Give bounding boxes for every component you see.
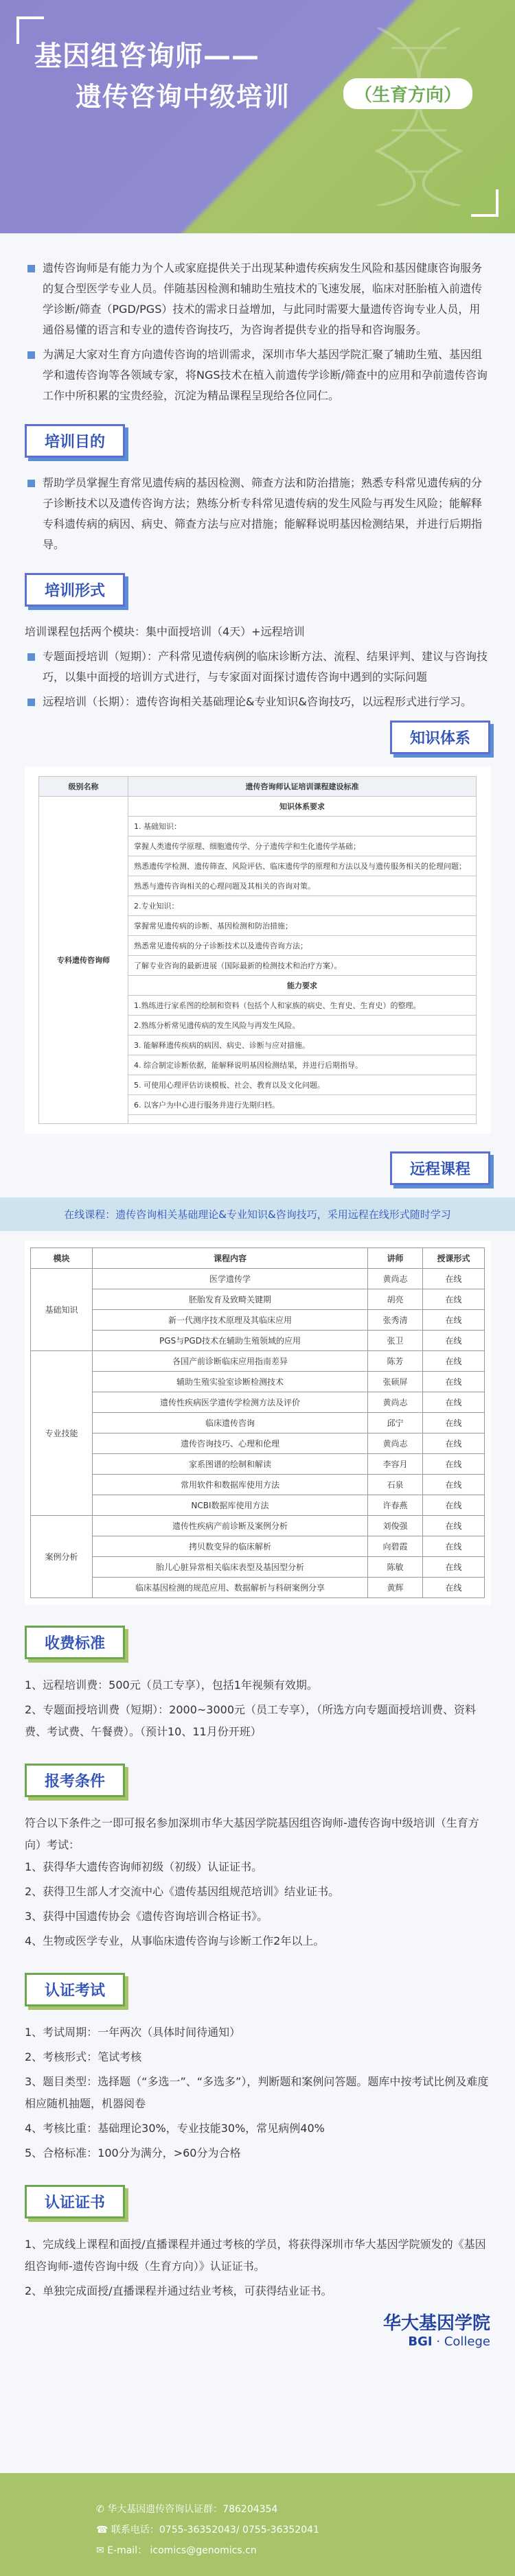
footer-wechat [96,2499,319,2520]
course-format: 在线 [423,1475,485,1495]
brand-logo [25,2309,490,2349]
sub-heading: 能力要求 [128,976,477,996]
course-format: 在线 [423,1516,485,1536]
section-tag-knowledge: 知识体系 [390,721,490,754]
course-lecturer: 黄辉 [368,1578,423,1598]
wechat-icon: ✆ [96,2504,108,2515]
course-format: 在线 [423,1392,485,1413]
footer-email [96,2540,319,2561]
course-title: 临床遗传咨询 [93,1413,368,1433]
table-row: 1.熟练进行家系图的绘制和资料（包括个人和家族的病史、生育史、生育史）的整理。 [128,996,477,1016]
corner-decoration [471,189,499,217]
table-header: 级别名称 [39,777,128,797]
table-row: 熟悉遗传学检测、遗传筛查、风险评估、临床遗传学的原理和方法以及与遗传服务相关的伦理问题； [128,856,477,876]
course-format: 在线 [423,1433,485,1454]
exam-item: 2、考核形式：笔试考核 [25,2050,142,2063]
course-lecturer: 张硕屏 [368,1372,423,1392]
exam-item: 4、考核比重：基础理论30%，专业技能30%，常见病例40% [25,2122,325,2135]
course-lecturer: 黄尚志 [368,1433,423,1454]
course-lecturer: 石泉 [368,1475,423,1495]
table-row [128,1115,477,1124]
course-lecturer: 黄尚志 [368,1269,423,1289]
fee-item: 1、远程培训费：500元（员工专享），包括1年视频有效期。 [25,1678,318,1691]
hero-subtitle: 遗传咨询中级培训 [76,82,290,112]
cert-item: 1、完成线上课程和面授/直播课程并通过考核的学员，将获得深圳市华大基因学院颁发的《基因组咨询师-遗传咨询中级（生育方向）》认证证书。 [25,2238,486,2273]
section-tag-fees: 收费标准 [25,1626,125,1659]
table-header: 课程内容 [93,1248,368,1269]
table-header: 模块 [31,1248,93,1269]
footer-phone [96,2520,319,2540]
course-format: 在线 [423,1536,485,1557]
table-row: 1. 基础知识： [128,817,477,836]
hero-title: 基因组咨询师—— [34,40,260,72]
exam-item: 1、考试周期：一年两次（具体时间待通知） [25,2026,241,2039]
table-row: 掌握常见遗传病的诊断、基因检测和防治措施； [128,916,477,936]
phone-icon: ☎ [96,2525,111,2536]
course-format: 在线 [423,1413,485,1433]
course-format: 在线 [423,1578,485,1598]
course-format: 在线 [423,1310,485,1331]
knowledge-table-card [25,766,490,1134]
course-title: 辅助生殖实验室诊断检测技术 [93,1372,368,1392]
table-row: 了解专业咨询的最新进展（国际最新的检测技术和治疗方案）。 [128,956,477,976]
course-format: 在线 [423,1289,485,1310]
course-lecturer: 许春燕 [368,1495,423,1516]
cert-section [0,2185,515,2349]
course-format: 在线 [423,1557,485,1578]
exam-section [0,1973,515,2164]
course-title: 常用软件和数据库使用方法 [93,1475,368,1495]
exam-item: 5、合格标准：100分为满分，>60分为合格 [25,2146,241,2159]
goal-paragraph: 帮助学员掌握生育常见遗传病的基因检测、筛查方法和防治措施；熟悉专科常见遗传病的分子诊断技术以及遗传咨询方法；熟练分析专科常见遗传病的发生风险与再发生风险；能解释专科遗传病的病因、病史、筛查方法与应对措施；能解释说明基因检测结果，并进行后期指导。 [25,473,490,555]
goals-section [0,424,515,555]
table-row: 3. 能解释遗传疾病的病因、病史、诊断与应对措施。 [128,1035,477,1055]
course-title: 家系图谱的绘制和解读 [93,1454,368,1475]
table-header: 遗传咨询师认证培训课程建设标准 [128,777,477,797]
course-format: 在线 [423,1351,485,1372]
course-lecturer: 胡亮 [368,1289,423,1310]
dna-helix-icon [350,27,488,206]
intro-section [0,258,515,406]
course-table-section [0,1241,515,1605]
fee-item: 2、专题面授培训费（短期）：2000~3000元（员工专享），（所选方向专题面授培训费、资料费、考试费、午餐费）。（预计10、11月份开班） [25,1703,477,1738]
course-title: 胎儿心脏异常相关临床表型及基因型分析 [93,1557,368,1578]
course-title: 医学遗传学 [93,1269,368,1289]
email-icon: ✉ [96,2545,108,2556]
course-lecturer: 陈芳 [368,1351,423,1372]
apply-item: 4、生物或医学专业，从事临床遗传咨询与诊断工作2年以上。 [25,1934,325,1947]
apply-item: 2、获得卫生部人才交流中心《遗传基因组规范培训》结业证书。 [25,1885,340,1898]
knowledge-table [38,776,477,1124]
hero-direction-pill: （生育方向） [343,78,472,109]
course-title: 临床基因检测的规范应用、数据解析与科研案例分享 [93,1578,368,1598]
table-row: 4. 综合制定诊断依据，能解释说明基因检测结果，并进行后期指导。 [128,1055,477,1075]
logo-cn: 华大基因学院 [382,2313,490,2334]
apply-section [0,1764,515,1952]
knowledge-section [0,721,515,1134]
module-name: 案例分析 [31,1516,93,1598]
course-format: 在线 [423,1495,485,1516]
remote-section [0,1151,515,1185]
course-title: NCBI数据库使用方法 [93,1495,368,1516]
table-row: 熟悉与遗传咨询相关的心理问题及其相关的咨询对策。 [128,876,477,896]
form-item: 专题面授培训（短期）：产科常见遗传病例的临床诊断方法、流程、结果评判、建议与咨询技巧，以集中面授的培训方式进行，与专家面对面探讨遗传咨询中遇到的实际问题 [25,646,490,688]
footer-wechat-text: 华大基因遗传咨询认证群：786204354 [107,2504,278,2515]
course-lecturer: 张卫 [368,1331,423,1351]
table-row: 5. 可使用心理评估访谈模板、社会、教育以及文化问题。 [128,1075,477,1095]
course-format: 在线 [423,1331,485,1351]
logo-college: College [444,2334,490,2349]
course-format: 在线 [423,1269,485,1289]
course-lecturer: 张秀清 [368,1310,423,1331]
table-row: 2.专业知识： [128,896,477,916]
course-title: 遗传性疾病医学遗传学检测方法及评价 [93,1392,368,1413]
section-tag-forms: 培训形式 [25,573,125,607]
course-lecturer: 陈敏 [368,1557,423,1578]
course-lecturer: 刘俊强 [368,1516,423,1536]
course-format: 在线 [423,1454,485,1475]
intro-paragraph: 为满足大家对生育方向遗传咨询的培训需求，深圳市华大基因学院汇聚了辅助生殖、基因组学和遗传咨询等各领域专家，将NGS技术在植入前遗传学诊断/筛查中的应用和孕前遗传咨询工作中所积累的宝贵经验，沉淀为精品课程呈现给各位同仁。 [25,344,490,406]
table-row: 2.熟练分析常见遗传病的发生风险与再发生风险。 [128,1016,477,1035]
table-header: 授课形式 [423,1248,485,1269]
apply-lead: 符合以下条件之一即可报名参加深圳市华大基因学院基因组咨询师-遗传咨询中级培训（生育方向）考试： [25,1816,479,1851]
table-row: 掌握人类遗传学原理、细胞遗传学、分子遗传学和生化遗传学基础； [128,836,477,856]
section-tag-apply: 报考条件 [25,1764,125,1797]
course-title: 遗传性疾病产前诊断及案例分析 [93,1516,368,1536]
footer-email-text[interactable]: E-mail： icomics@genomics.cn [107,2545,257,2556]
logo-en [25,2334,490,2349]
cert-item: 2、单独完成面授/直播课程并通过结业考核，可获得结业证书。 [25,2284,332,2297]
section-tag-exam: 认证考试 [25,1973,125,2006]
course-lecturer: 向碧霞 [368,1536,423,1557]
footer [0,2473,515,2576]
level-name: 专科遗传咨询师 [39,797,128,1124]
table-row: 6. 以客户为中心进行服务并进行先期归档。 [128,1095,477,1115]
course-format: 在线 [423,1372,485,1392]
form-item: 远程培训（长期）：遗传咨询相关基础理论&专业知识&咨询技巧，以远程形式进行学习。 [25,692,490,712]
module-name: 专业技能 [31,1351,93,1516]
table-row: 熟悉常见遗传病的分子诊断技术以及遗传咨询方法； [128,936,477,956]
section-tag-cert: 认证证书 [25,2185,125,2218]
course-title: 新一代测序技术原理及其临床应用 [93,1310,368,1331]
forms-lead: 培训课程包括两个模块：集中面授培训（4天）+远程培训 [25,625,305,638]
hero-banner [0,0,515,233]
course-title: 胚胎发育及致畸关键期 [93,1289,368,1310]
exam-item: 3、题目类型：选择题（“多选一”、“多选多”），判断题和案例问答题。题库中按考试比例及难度相应随机抽题，机器阅卷 [25,2075,489,2110]
course-title: 各国产前诊断临床应用指南差异 [93,1351,368,1372]
course-table [30,1248,485,1598]
logo-dot-icon: · [436,2334,441,2349]
module-name: 基础知识 [31,1269,93,1351]
course-lecturer: 邱宁 [368,1413,423,1433]
intro-paragraph: 遗传咨询师是有能力为个人或家庭提供关于出现某种遗传疾病发生风险和基因健康咨询服务的复合型医学专业人员。伴随基因检测和辅助生殖技术的飞速发展，临床对胚胎植入前遗传学诊断/筛查（PGD/PGS）技术的需求日益增加，与此同时需要大量遗传咨询专业人员，用通俗易懂的语言和专业的遗传咨询技巧，为咨询者提供专业的指导和咨询服务。 [25,258,490,340]
section-tag-remote: 远程课程 [390,1151,490,1185]
logo-bgi: BGI [408,2334,433,2349]
course-lecturer: 李容月 [368,1454,423,1475]
section-tag-goals: 培训目的 [25,424,125,458]
course-title: 拷贝数变异的临床解析 [93,1536,368,1557]
apply-item: 3、获得中国遗传协会《遗传咨询培训合格证书》。 [25,1910,268,1923]
course-table-card [25,1241,490,1605]
course-title: PGS与PGD技术在辅助生殖领域的应用 [93,1331,368,1351]
course-lecturer: 黄尚志 [368,1392,423,1413]
fees-section [0,1626,515,1743]
sub-heading: 知识体系要求 [128,797,477,817]
table-header: 讲师 [368,1248,423,1269]
course-title: 遗传咨询技巧、心理和伦理 [93,1433,368,1454]
remote-banner: 在线课程：遗传咨询相关基础理论&专业知识&咨询技巧，采用远程在线形式随时学习 [0,1197,515,1231]
footer-phone-text: 联系电话：0755-36352043/ 0755-36352041 [111,2525,319,2536]
apply-item: 1、获得华大遗传咨询师初级（初级）认证证书。 [25,1860,263,1873]
forms-section [0,573,515,712]
